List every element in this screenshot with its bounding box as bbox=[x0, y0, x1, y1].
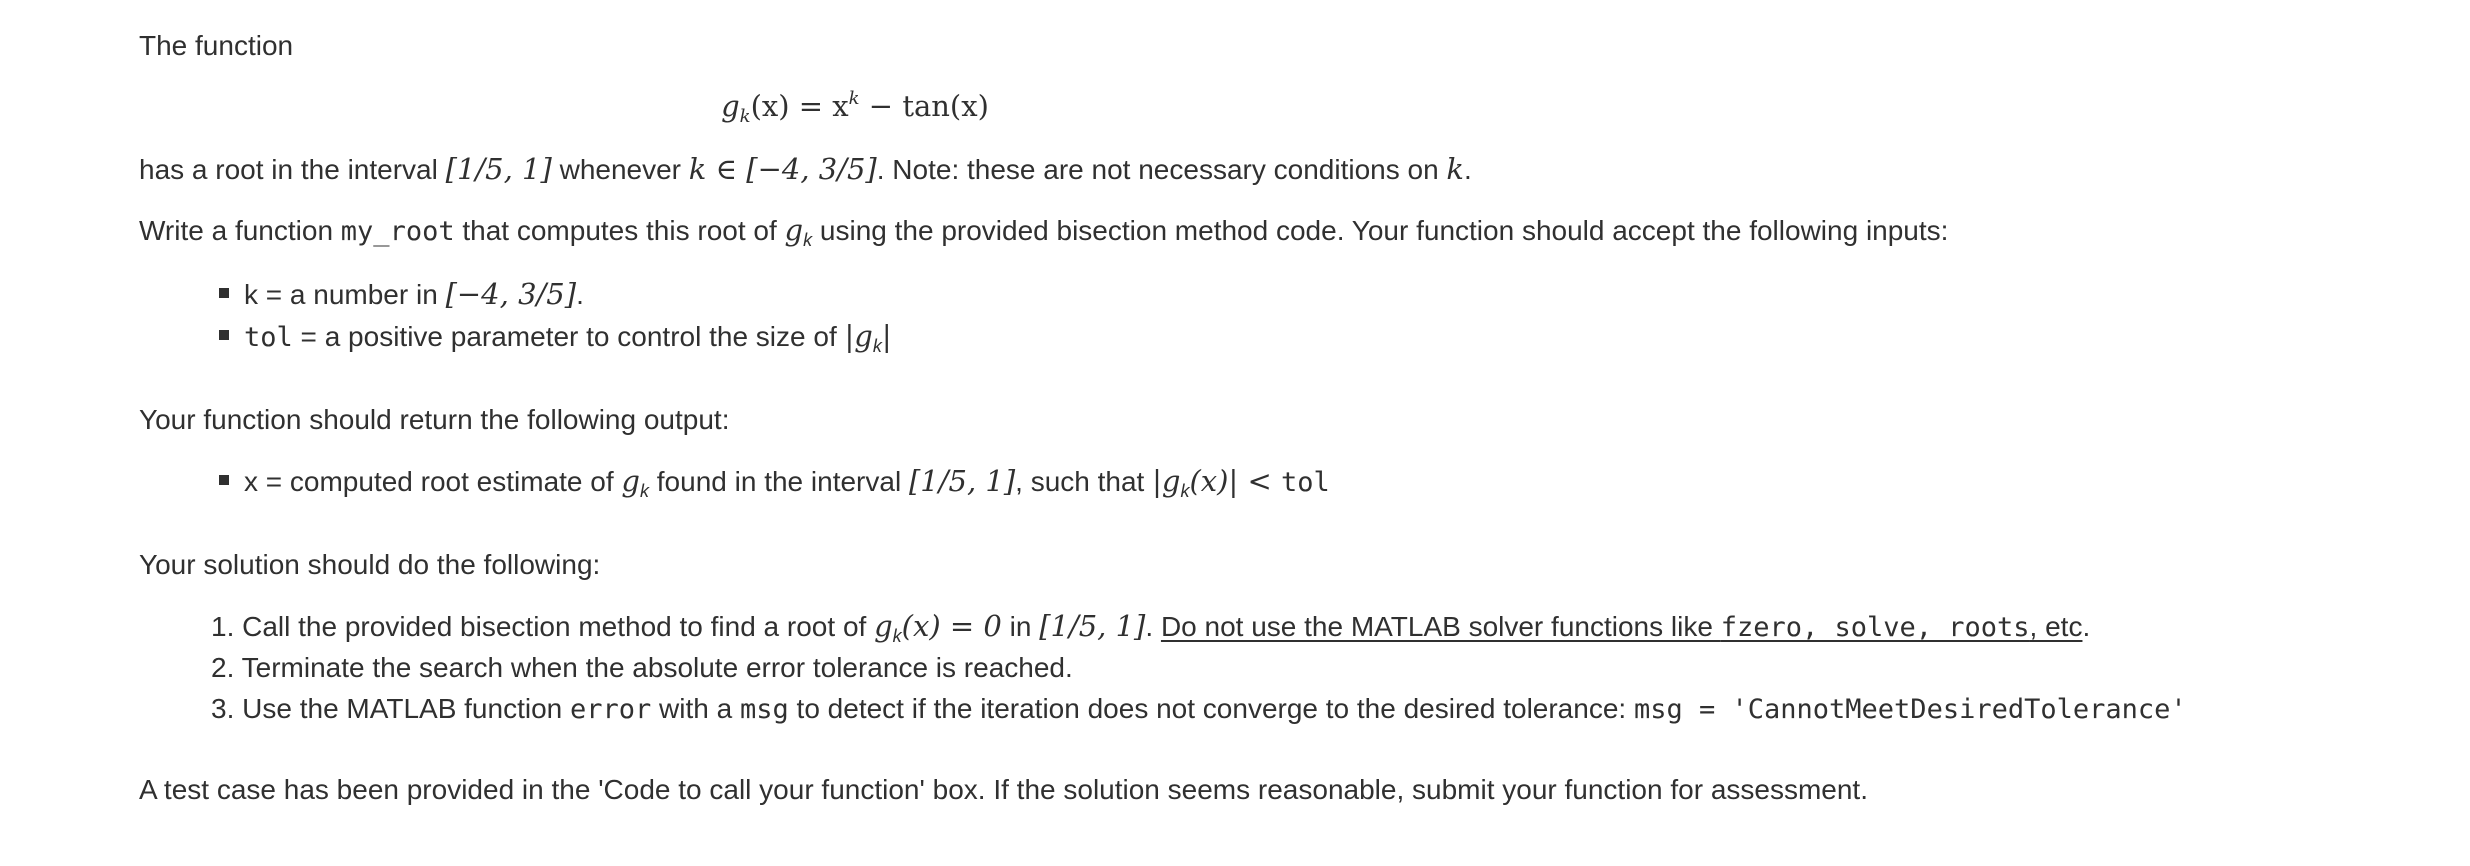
eq-sub-k: k bbox=[739, 106, 751, 127]
intro-text: The function bbox=[139, 30, 294, 61]
k-condition-math: k ∈ [−4, 3/5] bbox=[688, 152, 877, 186]
step-3: 3. Use the MATLAB function error with a msg to detect if the iteration does not converge to the desired tolerance: msg = 'CannotMeetDesiredTolerance' bbox=[211, 693, 2187, 725]
interval-paragraph: has a root in the interval [1/5, 1] whenever k ∈ [−4, 3/5]. Note: these are not necessary conditions on k. bbox=[139, 152, 1472, 186]
output-heading: Your function should return the following output: bbox=[139, 404, 730, 435]
closing-paragraph: A test case has been provided in the 'Code to call your function' box. If the solution seems reasonable, submit your function for assessment. bbox=[139, 774, 1868, 805]
eq-rhs: − tan(x) bbox=[859, 89, 989, 123]
eq-exp-k: k bbox=[848, 88, 860, 109]
equation bbox=[0, 90, 1710, 126]
solution-heading: Your solution should do the following: bbox=[139, 549, 601, 580]
bullet-icon bbox=[219, 330, 229, 340]
interval-math: [1/5, 1] bbox=[445, 152, 552, 186]
function-name: my_root bbox=[340, 216, 455, 247]
bullet-icon bbox=[219, 475, 229, 485]
bullet-icon bbox=[219, 288, 229, 298]
output-x-item: x = computed root estimate of $g_k$ found in the interval [1/5, 1], such that $|g_k(x)|$ < tol bbox=[244, 464, 1330, 501]
input-k-item: k = a number in [−4, 3/5]. bbox=[244, 277, 584, 311]
eq-lhs: (x) = x bbox=[750, 89, 849, 123]
solver-warning: Do not use the MATLAB solver functions like fzero, solve, roots, etc bbox=[1160, 611, 2083, 643]
eq-g: g bbox=[721, 89, 740, 123]
error-message-code: msg = 'CannotMeetDesiredTolerance' bbox=[1633, 694, 2187, 725]
task-paragraph: Write a function my_root that computes this root of $g_k$ using the provided bisection method code. Your function should accept the following inputs: bbox=[139, 213, 1949, 250]
step-2: 2. Terminate the search when the absolute error tolerance is reached. bbox=[211, 652, 1073, 683]
step-1: 1. Call the provided bisection method to find a root of $g_k(x) = 0$ in [1/5, 1]. Do not use the MATLAB solver functions like fzero, solve, roots, etc. bbox=[211, 609, 2091, 646]
input-tol-item: tol = a positive parameter to control the size of $|g_k|$ bbox=[244, 319, 892, 356]
